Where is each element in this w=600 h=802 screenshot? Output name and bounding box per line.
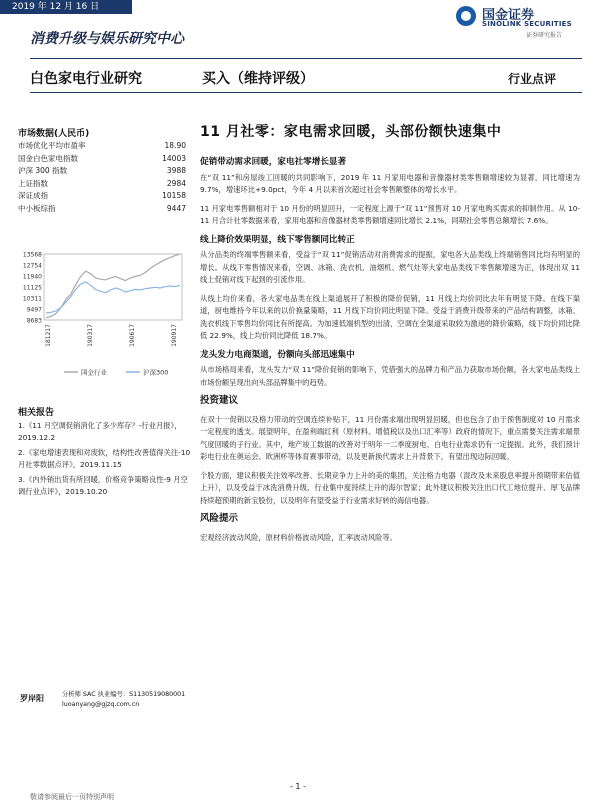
x-tick-label: 190617 xyxy=(129,324,136,347)
y-tick-label: 12754 xyxy=(22,262,42,270)
footer-note: 敬请参阅最后一页特别声明 xyxy=(30,793,114,801)
index-chart xyxy=(14,248,186,386)
market-data-title: 市场数据(人民币) xyxy=(18,129,90,139)
report-date: 2019 年 12 月 16 日 xyxy=(0,0,132,14)
logo-cn-text: 国金证券 xyxy=(482,8,535,23)
y-tick-label: 9497 xyxy=(26,306,42,314)
paragraph: 从线上均价来看，各大家电品类在线上渠道展开了积极的降价促销，11 月线上均价同比去年有明显下降。在线下渠道，厨电维持今年以来的以价换量策略，11 月线下均价同比明显下降。受益于消费升级带来的产品结构调整，冰箱、洗衣机线下零售均价同比有所提高。为加速低端机型的出清，空调在全渠道采取较为激进的降价策略，线下均价同比降低 22.9%，线上均价同比降低 18.7%。 xyxy=(200,293,580,340)
x-tick-label: 190917 xyxy=(171,324,178,347)
paragraph: 在双十一促销以及格力带动的空调连续补贴下，11 月份需求端出现明显回暖，但也包含了由于预售制度对 10 月需求一定程度的透支。展望明年，在盈利端红利（原材料、增值税以及出口汇率等）政府的情况下，重点需要关注需求端景气度回暖的子行业。其中，地产竣工数据的改善对于明年一二季度厨电、白电行业需求仍有一定提振。此外，我们预计彩电行业在奥运会、欧洲杯等体育赛事带动，以及更新换代需求上升背景下，有望出现边际回暖。 xyxy=(200,414,580,461)
y-tick-label: 11940 xyxy=(22,273,42,281)
rating: 买入（维持评级） xyxy=(202,71,314,87)
logo-sub-text: 证券研究报告 xyxy=(526,32,563,39)
author-info xyxy=(62,690,185,709)
author-email[interactable]: luoanyang@gjzq.com.cn xyxy=(62,700,140,708)
author-name: 罗岸阳 xyxy=(20,694,44,703)
market-row: 上证指数 2984 xyxy=(18,178,186,188)
related-reports-title: 相关报告 xyxy=(18,408,55,418)
related-reports-list xyxy=(18,420,194,501)
market-row: 深证成指 10158 xyxy=(18,191,186,200)
related-report-link[interactable]: 2.《家电增速表现和对废软，结构性改善值得关注-10 月社零数据点评》，2019.11.15 xyxy=(18,448,191,469)
logo-mark-icon xyxy=(456,6,476,26)
series-line-0 xyxy=(46,254,180,318)
advice-heading: 投资建议 xyxy=(200,395,239,406)
chart-frame xyxy=(44,254,182,320)
legend-label: 国金行业 xyxy=(81,368,107,377)
article-body xyxy=(200,156,580,550)
series-line-1 xyxy=(46,282,180,313)
paragraph: 从分品类的终端零售额来看，受益于“双 11”促销活动对消费需求的提振，家电各大品类线上终端销售同比均有明显的增长。从线下零售情况来看，空调、冰箱、洗衣机、油烟机、燃气灶等大家电品类线下零售额增速为正，体现出双 11 线上促销对线下起到的引流作用。 xyxy=(200,250,580,284)
paragraph: 个股方面，建议积极关注效率改善、长期竞争力上升的美的集团，关注格力电器（混改及未来股息率提升预期带来估值上升），以及受益于冰洗消费升级、行业集中度持续上升的海尔智家；此外建议积极关注出口代工地位提升、厚飞品牌持续超预期的新宝股份，以及明年有望受益于行业需求好转的海信电器。 xyxy=(200,470,580,505)
brand-logo xyxy=(456,2,596,38)
x-tick-label: 181217 xyxy=(45,324,52,347)
market-row: 沪深 300 指数 3988 xyxy=(18,166,186,175)
header-divider-bottom xyxy=(30,92,582,93)
section-heading: 促销带动需求回暖，家电社零增长显著 xyxy=(200,157,347,167)
author-license: 分析师 SAC 执业编号：S1130519080001 xyxy=(62,691,186,698)
header-divider-top xyxy=(30,58,582,59)
paragraph: 11 月家电零售额相对于 10 月份的明显回升，一定程度上源于“双 11”预售对 10 月家电购买需求的抑制作用。从 10-11 月合计社零数据来看，家用电器和音像器材类零售额增速同比增长 2.1%，同期社会零售总额增长 7.6%。 xyxy=(200,203,580,225)
paragraph: 从市场格局来看，龙头发力“双 11”降价促销的影响下，凭借强大的品牌力和产品力获取市场份额，各大家电品类线上市场份额呈现出向头部品牌集中的趋势。 xyxy=(200,365,580,387)
risk-paragraph: 宏观经济波动风险，原材料价格波动风险，汇率波动风险等。 xyxy=(200,532,398,542)
market-row: 中小板综指 9447 xyxy=(18,203,186,213)
report-type: 行业点评 xyxy=(508,72,557,86)
legend-label: 沪深300 xyxy=(143,368,169,377)
y-tick-label: 11125 xyxy=(22,284,42,292)
related-report-link[interactable]: 1.《11 月空调促销消化了多少库存？-行业月报》，2019.12.2 xyxy=(18,421,182,442)
market-row: 市场优化平均市盈率 18.90 xyxy=(18,141,186,150)
research-center: 消费升级与娱乐研究中心 xyxy=(30,31,184,47)
related-report-link[interactable]: 3.《内外销出货有所回暖，价格竞争策略良性-9 月空调行业点评》，2019.10.20 xyxy=(18,475,188,496)
paragraph: 在“双 11”和房屋竣工回暖的共同影响下，2019 年 11 月家用电器和音像器材类零售额增速较为显著，同比增速为 9.7%，增速环比+9.0pct，今年 4 月以来首次超过社会零售额整体的增长水平。 xyxy=(200,172,580,194)
page-number: - 1 - xyxy=(290,782,306,791)
x-tick-label: 190317 xyxy=(87,324,94,347)
index-chart-svg xyxy=(14,248,186,386)
logo-en-text: SINOLINK SECURITIES xyxy=(482,20,572,28)
risk-heading: 风险提示 xyxy=(200,513,239,524)
section-heading: 龙头发力电商渠道，份额向头部迅速集中 xyxy=(200,349,355,360)
section-heading: 线上降价效果明显，线下零售额同比转正 xyxy=(200,234,355,245)
y-tick-label: 10311 xyxy=(22,295,42,303)
market-row: 国金白色家电指数 14003 xyxy=(18,153,186,163)
y-tick-label: 8683 xyxy=(26,317,42,325)
y-tick-label: 13568 xyxy=(22,251,42,259)
market-data-table xyxy=(18,140,186,215)
report-title: 白色家电行业研究 xyxy=(30,71,142,87)
article-title: 11 月社零：家电需求回暖，头部份额快速集中 xyxy=(200,124,502,140)
